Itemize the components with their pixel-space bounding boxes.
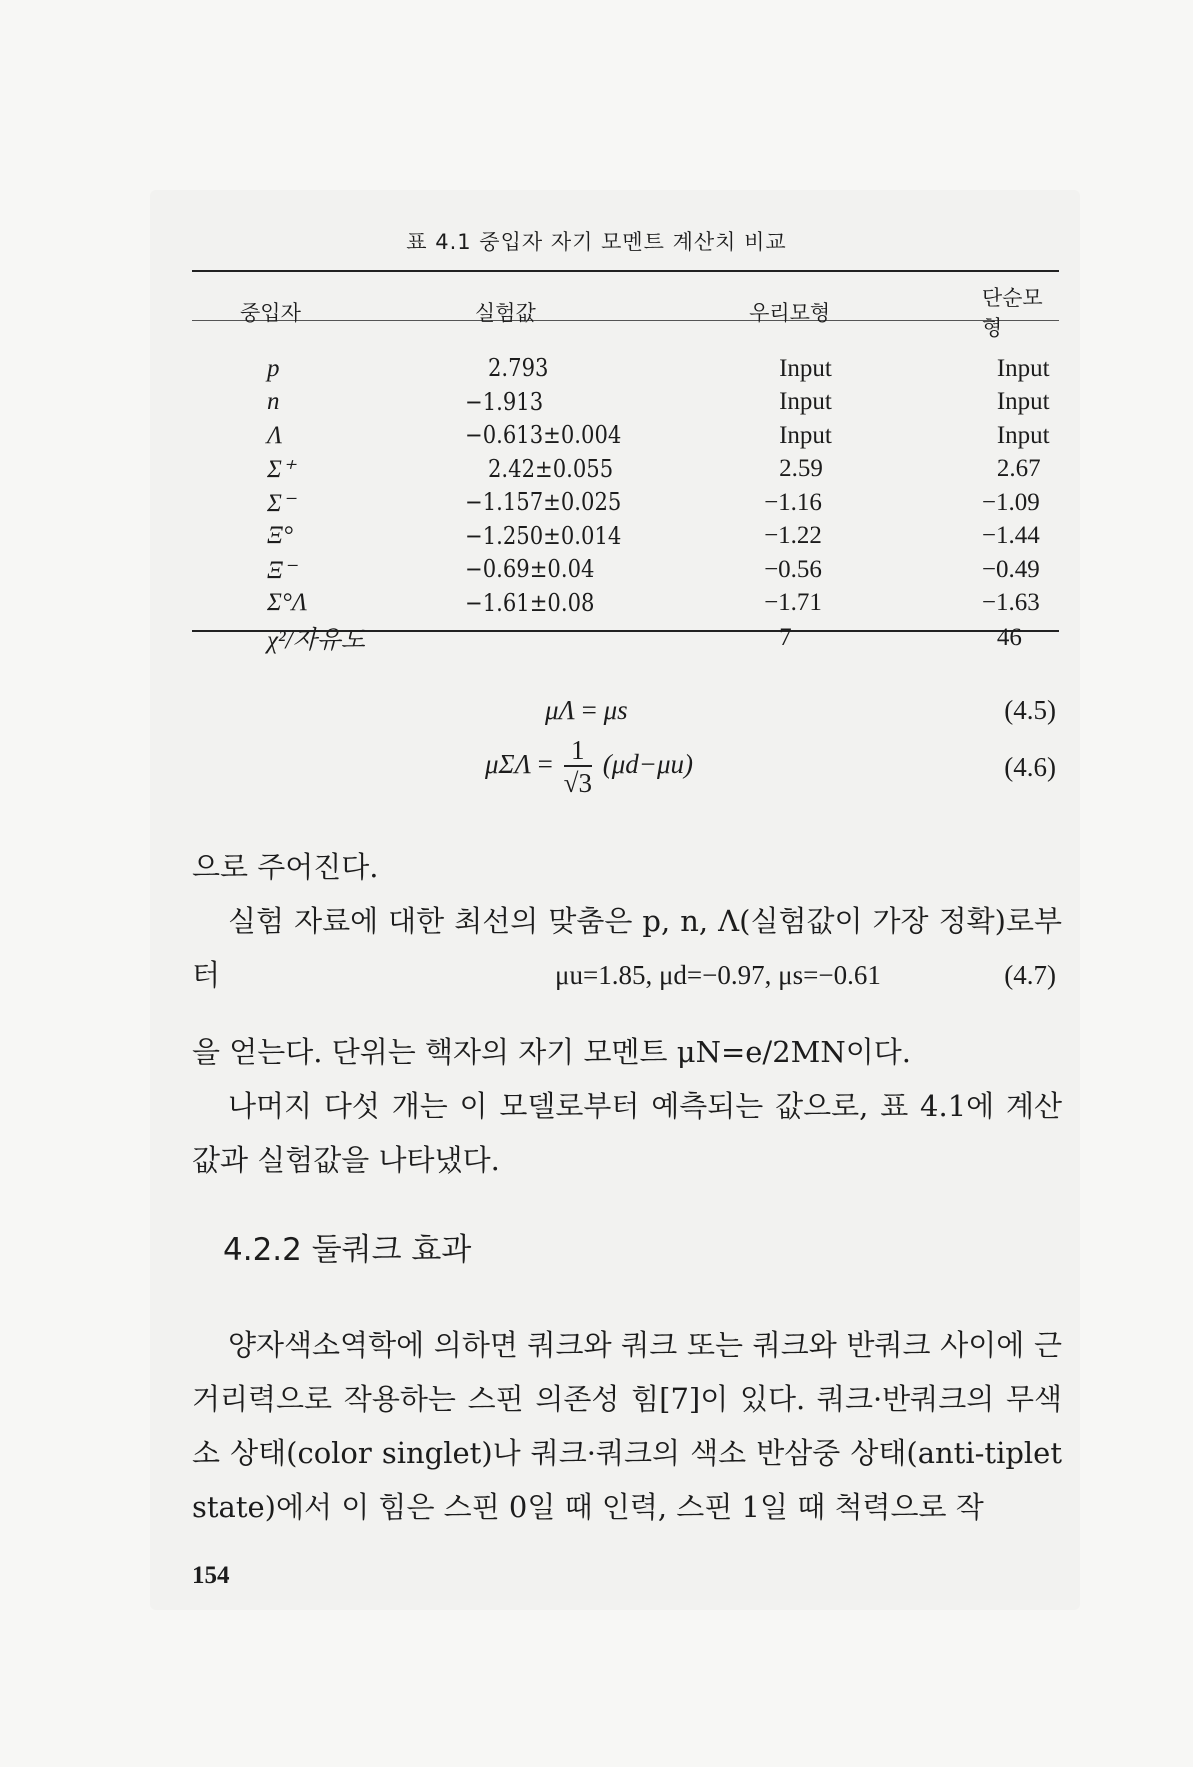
- paragraph-2: 실험 자료에 대한 최선의 맞춤은 p, n, Λ(실험값이 가장 정확)로부터: [192, 904, 1062, 992]
- cell-particle: χ²/자유도: [267, 627, 365, 654]
- cell-simple-model: Input: [996, 354, 1050, 382]
- section-heading: 4.2.2 둘쿼크 효과: [223, 1232, 472, 1268]
- eq45-lhs: μΛ: [545, 695, 575, 725]
- table-row: [192, 453, 1059, 487]
- cell-our-model: −1.71: [764, 589, 822, 617]
- cell-experiment: −0.613±0.004: [464, 421, 622, 450]
- table-caption: 표 4.1 중입자 자기 모멘트 계산치 비교: [406, 230, 787, 254]
- cell-simple-model: 46: [996, 624, 1022, 651]
- cell-our-model: Input: [779, 354, 832, 382]
- magnetic-moment-table: [192, 282, 1059, 656]
- header-simple-model: 단순모형: [981, 286, 1043, 340]
- cell-particle: Σ⁻: [267, 489, 296, 517]
- table-row: [192, 386, 1059, 420]
- paragraph-3: 을 얻는다. 단위는 핵자의 자기 모멘트 μN=e/2MN이다.: [192, 1035, 911, 1069]
- paragraph-1: 으로 주어진다.: [192, 850, 379, 884]
- cell-simple-model: 2.67: [996, 455, 1041, 483]
- header-our-model: 우리모형: [749, 301, 831, 325]
- table-top-rule: [192, 270, 1059, 272]
- cell-particle: Σ°Λ: [267, 589, 307, 617]
- cell-our-model: Input: [779, 421, 832, 449]
- cell-our-model: −0.56: [764, 555, 822, 583]
- equation-number-4-6: (4.6): [1004, 752, 1056, 782]
- equation-4-6: μΣΛ = $\frac{1}{√3}$ (μd−μu): [485, 735, 694, 798]
- cell-experiment: −1.157±0.025: [464, 488, 622, 517]
- cell-experiment: −1.250±0.014: [464, 521, 622, 550]
- cell-our-model: 7: [779, 624, 792, 651]
- table-row: [192, 486, 1059, 520]
- table-row: [192, 553, 1059, 587]
- cell-experiment: 2.42±0.055: [487, 454, 614, 483]
- header-experiment: 실험값: [474, 301, 536, 325]
- eq46-rhs: (μd−μu): [602, 749, 694, 780]
- cell-particle: Ξ⁻: [267, 556, 297, 584]
- table-row: [192, 620, 1059, 656]
- cell-simple-model: −1.09: [981, 488, 1040, 516]
- fraction-numerator: 1: [564, 735, 592, 767]
- cell-our-model: Input: [779, 388, 832, 416]
- cell-simple-model: Input: [996, 388, 1050, 416]
- cell-simple-model: −1.63: [981, 589, 1040, 617]
- equation-number-4-7: (4.7): [1004, 960, 1056, 990]
- table-row: [192, 342, 1059, 386]
- page-number: 154: [192, 1562, 230, 1589]
- cell-experiment: [365, 620, 649, 656]
- table-header-row: [192, 282, 1059, 342]
- fraction-denominator: √3: [563, 768, 592, 798]
- cell-our-model: −1.22: [764, 522, 822, 550]
- table-row: [192, 419, 1059, 453]
- cell-simple-model: −1.44: [981, 522, 1040, 550]
- paragraph-5: 양자색소역학에 의하면 쿼크와 쿼크 또는 쿼크와 반쿼크 사이에 근거리력으로 작용하는 스핀 의존성 힘[7]이 있다. 쿼크·반쿼크의 무색소 상태(color singlet)나 쿼크·쿼크의 색소 반삼중 상태(anti-tiplet state)에서 이 힘은 스핀 0일 때 인력, 스핀 1일 때 척력으로 작: [192, 1328, 1062, 1524]
- cell-simple-model: Input: [996, 421, 1050, 449]
- equation-4-5: μΛ = μs: [545, 695, 628, 725]
- table-row: [192, 520, 1059, 554]
- header-particle: 중입자: [240, 301, 301, 325]
- paragraph-4: 나머지 다섯 개는 이 모델로부터 예측되는 값으로, 표 4.1에 계산값과 실험값을 나타냈다.: [192, 1089, 1062, 1177]
- equation-number-4-5: (4.5): [1004, 695, 1056, 725]
- cell-experiment: 2.793: [487, 354, 549, 383]
- cell-experiment: −1.61±0.08: [464, 588, 595, 617]
- cell-simple-model: −0.49: [981, 555, 1040, 583]
- cell-our-model: −1.16: [764, 488, 822, 516]
- cell-particle: Ξ°: [267, 522, 293, 550]
- cell-experiment: −0.69±0.04: [464, 555, 595, 584]
- cell-particle: Σ⁺: [267, 456, 296, 484]
- cell-experiment: −1.913: [464, 387, 544, 416]
- eq46-lhs: μΣΛ: [485, 749, 531, 780]
- eq45-rhs: μs: [603, 695, 628, 725]
- equation-4-7: μu=1.85, μd=−0.97, μs=−0.61: [555, 960, 881, 990]
- fraction: [564, 735, 592, 799]
- cell-particle: n: [267, 388, 280, 416]
- cell-our-model: 2.59: [779, 455, 823, 483]
- table-row: [192, 587, 1059, 621]
- cell-particle: p: [267, 354, 280, 382]
- cell-particle: Λ: [267, 421, 283, 449]
